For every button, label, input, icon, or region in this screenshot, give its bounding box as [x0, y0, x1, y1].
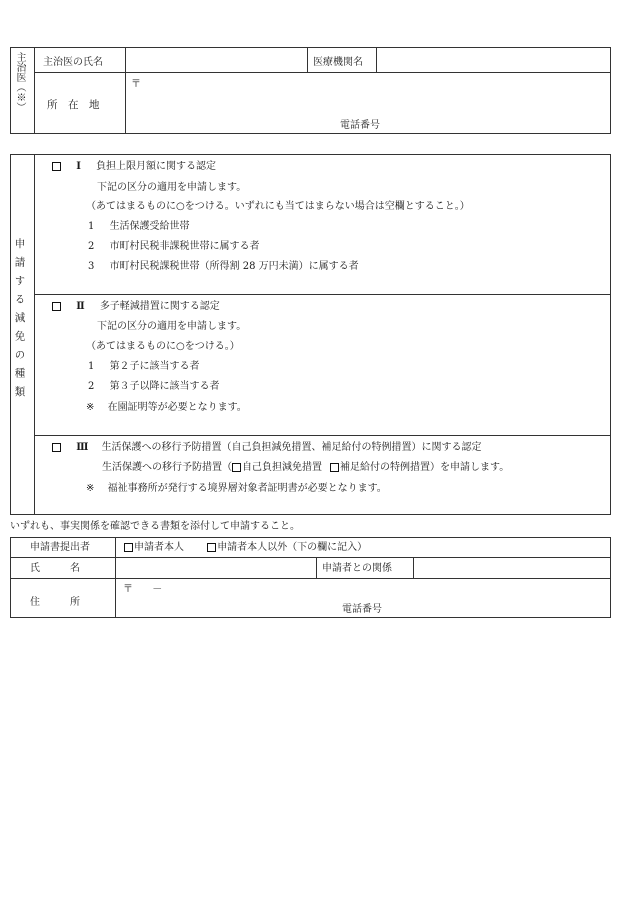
section3-numeral: Ⅲ — [76, 442, 89, 453]
reduction-vertical-label: 申請する減免の種類 — [13, 238, 26, 405]
section3-note: ※ 福祉事務所が発行する境界層対象者証明書が必要となります。 — [86, 483, 387, 494]
institution-label: 医療機関名 — [313, 57, 363, 68]
section3-opt-a-checkbox[interactable] — [232, 463, 241, 472]
section3-title: 生活保護への移行予防措置（自己負担減免措置、補足給付の特例措置）に関する認定 — [101, 442, 482, 453]
section2-apply: 下記の区分の適用を申請します。 — [97, 321, 247, 332]
section3-apply: 生活保護への移行予防措置（ 自己負担減免措置 補足給付の特例措置）を申請します。 — [102, 462, 510, 473]
attachment-note: いずれも、事実関係を確認できる書類を添付して申請すること。 — [10, 521, 300, 532]
section2-checkbox[interactable] — [52, 302, 61, 311]
section2-option[interactable]: 1 第２子に該当する者 — [88, 361, 200, 372]
submitter-name-field[interactable] — [117, 559, 314, 576]
submitter-self-checkbox[interactable] — [124, 543, 133, 552]
section3-opt-b-checkbox[interactable] — [330, 463, 339, 472]
relation-field[interactable] — [415, 559, 609, 576]
section1-instruction: （あてはまるものに○をつける。いずれにも当てはまらない場合は空欄とすること。） — [86, 201, 470, 212]
section2-title: 多子軽減措置に関する認定 — [99, 301, 220, 312]
doctor-name-label: 主治医の氏名 — [43, 57, 103, 68]
doctor-postal-mark: 〒 — [131, 79, 141, 90]
section2-instruction: （あてはまるものに○をつける。） — [86, 341, 240, 352]
doctor-address-field[interactable] — [127, 74, 609, 118]
submitter-name-label: 氏 名 — [30, 563, 80, 574]
section1-checkbox[interactable] — [52, 162, 61, 171]
submitter-postal: 〒 － — [123, 584, 163, 595]
doctor-name-field[interactable] — [127, 49, 305, 70]
section1-option[interactable]: 3 市町村民税課税世帯（所得割 28 万円未満）に属する者 — [88, 261, 359, 272]
doctor-vertical-label: 主治医（※） — [14, 52, 25, 112]
relation-label: 申請者との関係 — [322, 563, 392, 574]
section3-heading — [52, 443, 482, 453]
submitter-phone-label: 電話番号 — [342, 604, 382, 615]
submitter-address-field[interactable] — [117, 580, 609, 602]
section1-title: 負担上限月額に関する認定 — [96, 161, 217, 172]
submitter-options: 申請者本人 申請者本人以外（下の欄に記入） — [124, 543, 367, 553]
section1-apply: 下記の区分の適用を申請します。 — [97, 182, 247, 193]
section2-heading — [52, 302, 220, 312]
section3-checkbox[interactable] — [52, 443, 61, 452]
section2-option[interactable]: 2 第３子以降に該当する者 — [88, 381, 220, 392]
institution-field[interactable] — [378, 49, 608, 70]
submitter-label: 申請書提出者 — [30, 542, 90, 553]
section1-heading — [52, 162, 216, 172]
submitter-address-label: 住 所 — [30, 597, 80, 608]
section1-numeral: Ⅰ — [76, 161, 81, 172]
section1-option[interactable]: 1 生活保護受給世帯 — [88, 221, 190, 232]
section2-note: ※ 在園証明等が必要となります。 — [86, 402, 247, 413]
doctor-phone-label: 電話番号 — [340, 120, 380, 131]
submitter-other-checkbox[interactable] — [207, 543, 216, 552]
section2-numeral: Ⅱ — [76, 301, 85, 312]
doctor-address-label: 所 在 地 — [47, 99, 100, 111]
section1-option[interactable]: 2 市町村民税非課税世帯に属する者 — [88, 241, 260, 252]
